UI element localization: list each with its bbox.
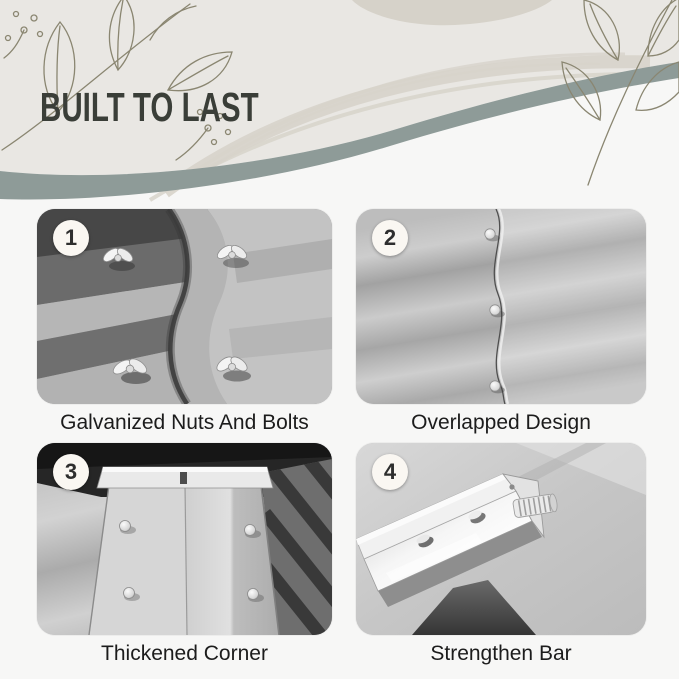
feature-photo-thickened-corner: [37, 443, 332, 635]
feature-card-overlapped-design: [356, 209, 646, 435]
page-title: BUILT TO LAST: [40, 84, 259, 130]
feature-caption: Strengthen Bar: [430, 642, 572, 665]
feature-number-badge: 4: [372, 454, 408, 490]
feature-number-badge: 1: [53, 220, 89, 256]
feature-caption: Thickened Corner: [101, 642, 268, 665]
feature-photo-nuts-bolts: [37, 209, 332, 404]
feature-photo-strengthen-bar: [356, 443, 646, 635]
feature-caption: Galvanized Nuts And Bolts: [60, 411, 309, 434]
feature-number-badge: 2: [372, 220, 408, 256]
feature-caption: Overlapped Design: [411, 411, 591, 434]
feature-card-strengthen-bar: [356, 443, 646, 666]
feature-photo-overlapped-design: [356, 209, 646, 404]
feature-card-nuts-bolts: [37, 209, 332, 435]
feature-card-thickened-corner: [37, 443, 332, 666]
feature-number-badge: 3: [53, 454, 89, 490]
